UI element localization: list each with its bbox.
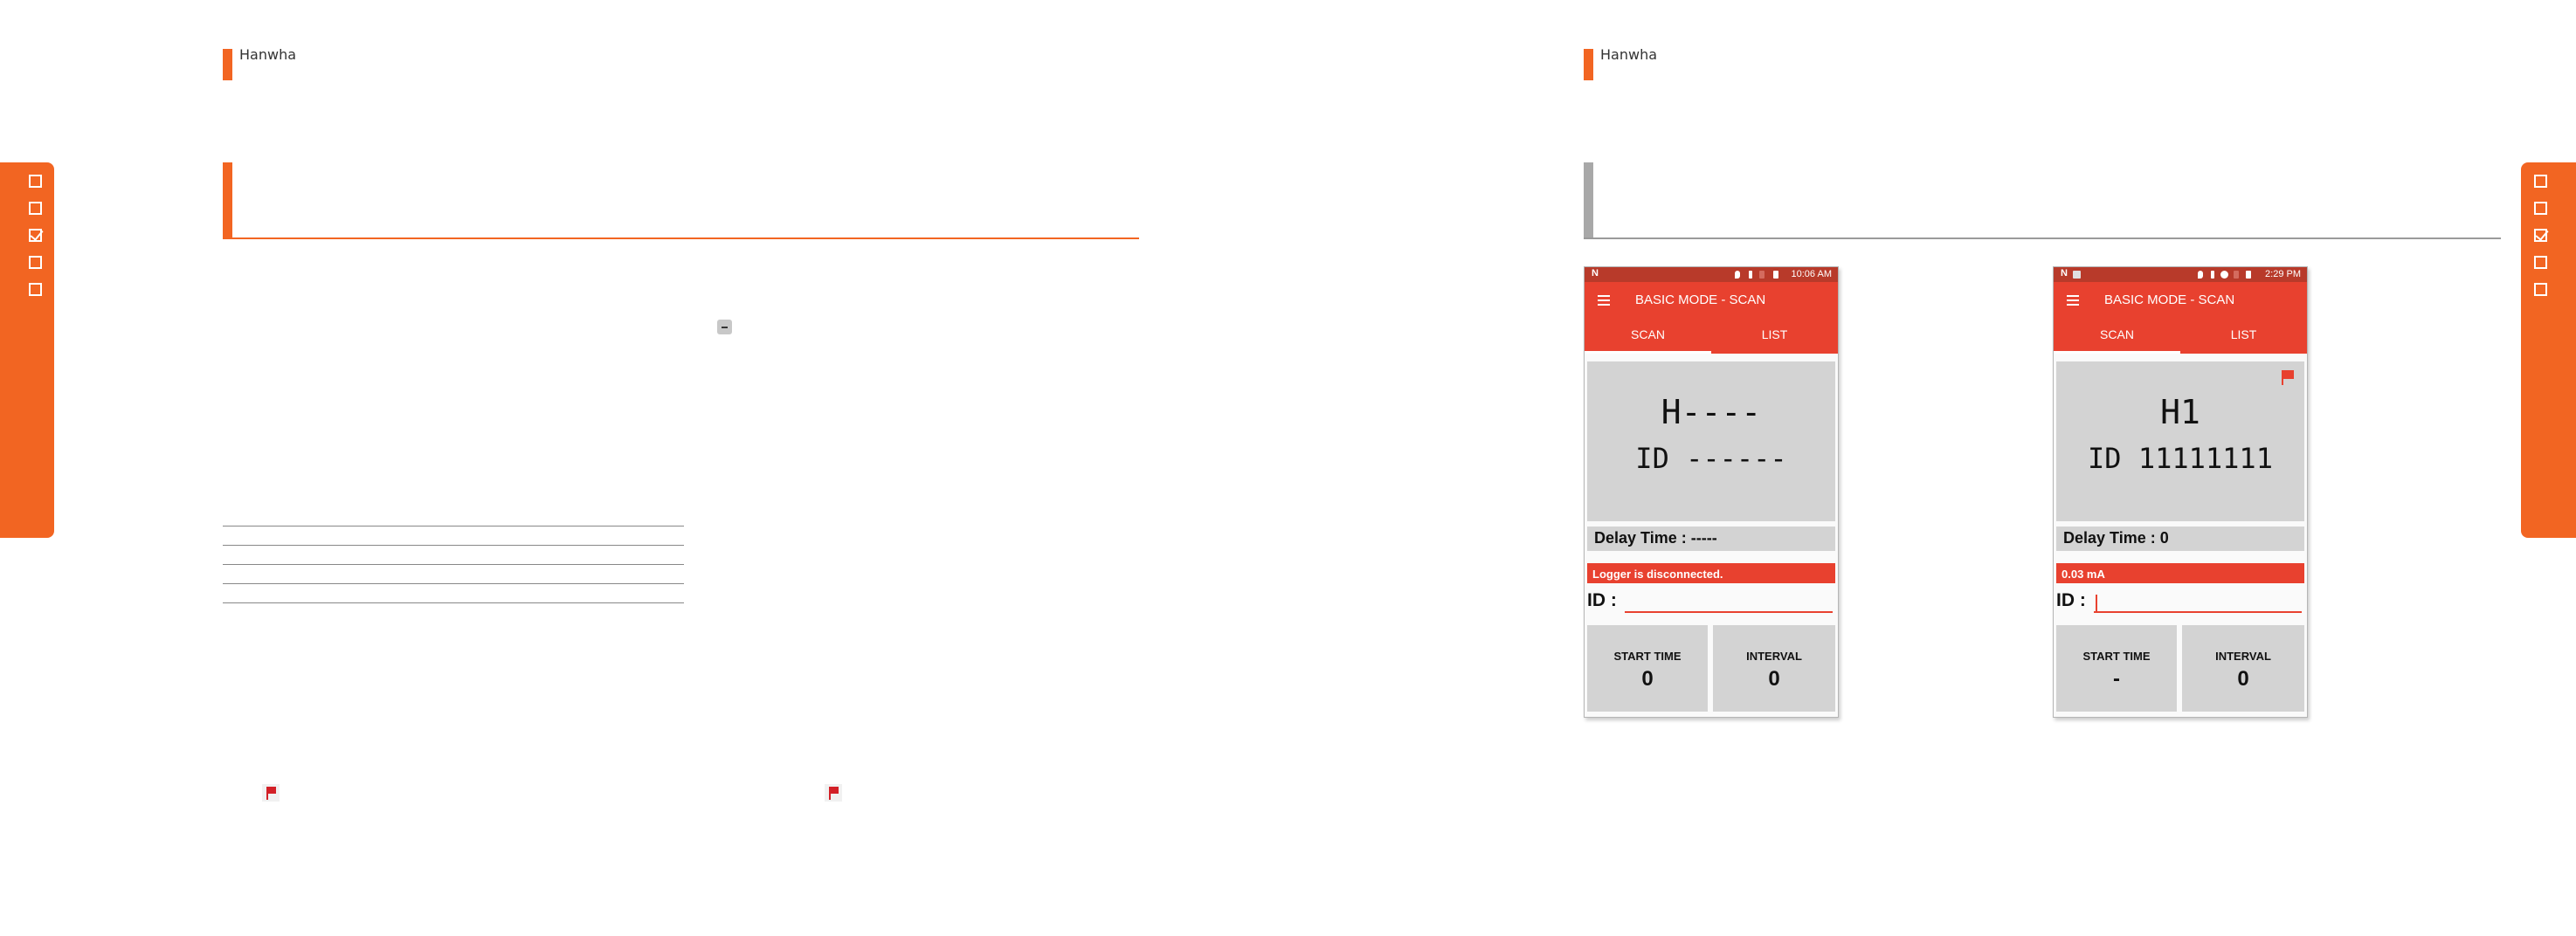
notification-icon: N (1592, 268, 1599, 279)
menu-icon[interactable] (2067, 295, 2079, 305)
app-title: BASIC MODE - SCAN (1635, 292, 1766, 307)
start-time-box (1587, 625, 1708, 712)
menu-icon[interactable] (1598, 295, 1610, 305)
app-bar (2054, 282, 2307, 319)
right-chapter-tab (2521, 162, 2576, 538)
tab-scan[interactable]: SCAN (1631, 327, 1665, 341)
tab-list[interactable]: LIST (1761, 327, 1788, 341)
hole-number-display: H1 (2160, 393, 2200, 431)
interval-label: INTERVAL (2215, 650, 2271, 663)
signal-icon (2073, 271, 2081, 279)
start-time-label: START TIME (2082, 650, 2151, 663)
tab-scan[interactable]: SCAN (2100, 327, 2134, 341)
flag-icon (262, 784, 280, 802)
delay-time-panel (2056, 526, 2304, 551)
location-icon (2198, 271, 2203, 279)
chapter-checkbox-1[interactable] (29, 175, 42, 188)
status-message: Logger is disconnected. (1587, 563, 1835, 583)
chapter-checkbox-3[interactable] (29, 229, 42, 242)
tab-bar (2054, 319, 2307, 354)
start-time-box (2056, 625, 2177, 712)
left-section-title-accent (223, 162, 232, 239)
interval-box (2182, 625, 2304, 712)
bluetooth-icon (2211, 271, 2214, 279)
chapter-checkbox-5[interactable] (2534, 283, 2547, 296)
start-time-label: START TIME (1613, 650, 1682, 663)
flag-icon (2280, 370, 2296, 386)
phone-screenshot-disconnected (1584, 266, 1839, 718)
delay-time-panel (1587, 526, 1835, 551)
table-rule-5 (223, 602, 684, 603)
interval-label: INTERVAL (1746, 650, 1802, 663)
hole-number-display: H---- (1661, 393, 1762, 431)
status-bar (1585, 267, 1838, 282)
active-tab-indicator (2054, 351, 2180, 354)
left-section-title-underline (223, 237, 1139, 239)
id-input[interactable] (2094, 611, 2302, 613)
interval-box (1713, 625, 1835, 712)
app-bar (1585, 282, 1838, 319)
notification-icon: N (2061, 268, 2068, 279)
chapter-checkbox-1[interactable] (2534, 175, 2547, 188)
active-tab-indicator (1585, 351, 1711, 354)
status-bar (2054, 267, 2307, 282)
right-section-title-underline (1584, 237, 2501, 239)
left-brand-logo: Hanwha (239, 46, 297, 63)
right-section-title-accent (1584, 162, 1593, 239)
tab-bar (1585, 319, 1838, 354)
vibrate-icon (2234, 271, 2239, 279)
chapter-checkbox-2[interactable] (29, 202, 42, 215)
bluetooth-icon (1749, 271, 1752, 279)
app-title: BASIC MODE - SCAN (2104, 292, 2235, 307)
sync-icon (2220, 271, 2228, 279)
chapter-checkbox-4[interactable] (29, 256, 42, 269)
delay-time-label: Delay Time : 0 (2063, 529, 2169, 547)
left-header-accent (223, 49, 232, 80)
tab-list[interactable]: LIST (2230, 327, 2257, 341)
start-time-value: 0 (1641, 667, 1654, 691)
table-rule-3 (223, 564, 684, 565)
logger-id-display: ID 11111111 (2088, 442, 2273, 475)
status-time: 10:06 AM (1791, 269, 1832, 279)
right-header-accent (1584, 49, 1593, 80)
status-message: 0.03 mA (2056, 563, 2304, 583)
chapter-checkbox-5[interactable] (29, 283, 42, 296)
chapter-checkbox-4[interactable] (2534, 256, 2547, 269)
left-chapter-tab (0, 162, 54, 538)
interval-value: 0 (1768, 667, 1780, 691)
start-time-value: - (2113, 667, 2120, 691)
id-label: ID : (1587, 590, 1617, 610)
logger-id-display: ID ------ (1635, 442, 1787, 475)
phone-screenshot-connected (2053, 266, 2308, 718)
status-time: 2:29 PM (2265, 269, 2301, 279)
tag-display-panel (1587, 361, 1835, 521)
right-brand-logo: Hanwha (1600, 46, 1658, 63)
delay-time-label: Delay Time : ----- (1594, 529, 1717, 547)
interval-value: 0 (2237, 667, 2249, 691)
flag-icon (825, 784, 842, 802)
minus-key-icon (717, 320, 732, 334)
battery-icon (1773, 271, 1778, 279)
chapter-checkbox-3[interactable] (2534, 229, 2547, 242)
id-input[interactable] (1625, 611, 1833, 613)
text-cursor (2096, 595, 2097, 612)
chapter-checkbox-2[interactable] (2534, 202, 2547, 215)
table-rule-4 (223, 583, 684, 584)
battery-icon (2246, 271, 2251, 279)
table-rule-2 (223, 545, 684, 546)
tag-display-panel (2056, 361, 2304, 521)
id-label: ID : (2056, 590, 2086, 610)
location-icon (1735, 271, 1740, 279)
signal-icon (1759, 271, 1765, 279)
